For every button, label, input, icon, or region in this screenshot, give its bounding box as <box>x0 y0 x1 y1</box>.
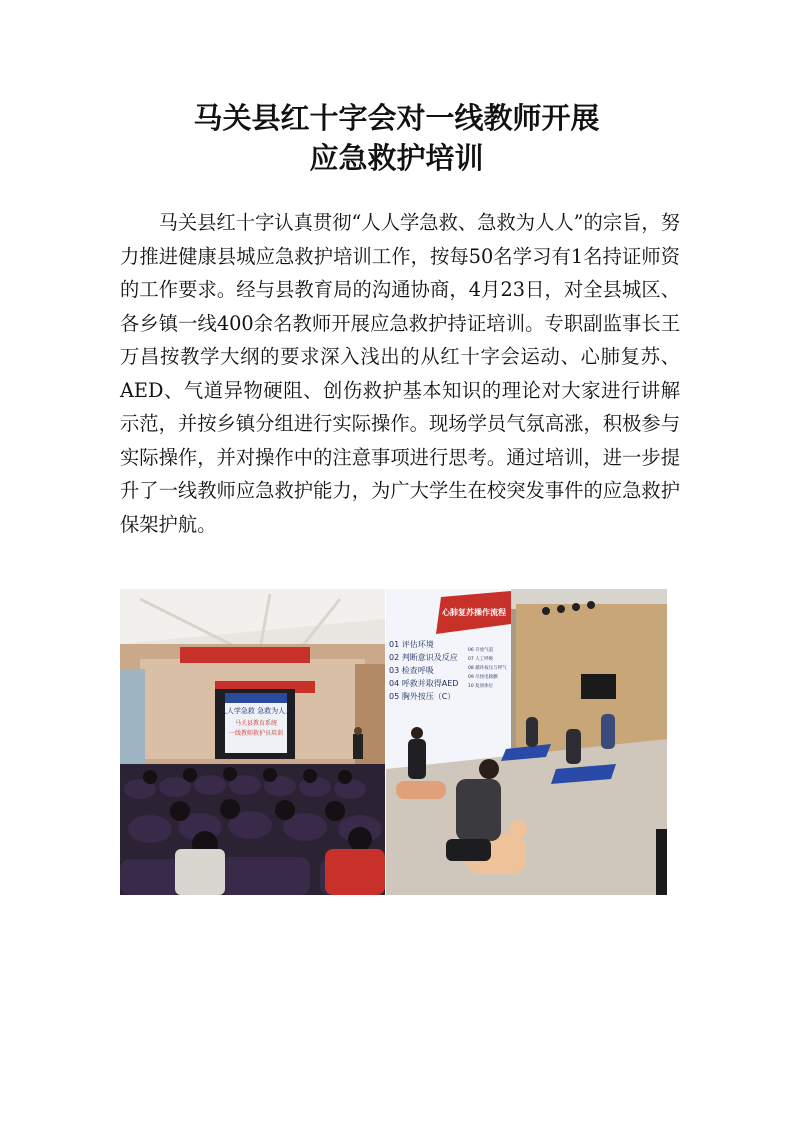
slide-step: 06 开放气道 <box>468 648 494 653</box>
slide-step: 08 循环按压与呼气 <box>468 666 507 671</box>
slide-step: 09 尽快电除颤 <box>468 675 498 680</box>
screen-text-1: 人人学急救 急救为人人 <box>219 707 293 715</box>
slide-title: 心肺复苏操作流程 <box>442 608 506 617</box>
photo-row <box>120 589 667 895</box>
auditorium-photo <box>120 589 385 895</box>
screen-text-2: 马关县教育系统 <box>234 720 278 727</box>
slide-step: 03 检查呼吸 <box>389 666 434 675</box>
slide-step: 10 复原体位 <box>468 684 494 689</box>
slide-step: 02 判断意识及反应 <box>389 653 458 662</box>
cpr-training-scene <box>386 589 667 895</box>
body-paragraph: 马关县红十字认真贯彻“人人学急救、急救为人人”的宗旨，努力推进健康县城应急救护培训工作，按每50名学习有1名持证师资的工作要求。经与县教育局的沟通协商，4月23日，对全县城区、各乡镇一线400余名教师开展应急救护持证培训。专职副监事长王万昌按教学大纲的要求深入浅出的从红十字会运动、心肺复苏、AED、气道异物硬阻、创伤救护基本知识的理论对大家进行讲解示范，并按乡镇分组进行实际操作。现场学员气氛高涨，积极参与实际操作，并对操作中的注意事项进行思考。通过培训，进一步提升了一线教师应急救护能力，为广大学生在校突发事件的应急救护保架护航。 <box>120 211 680 536</box>
cpr-training-photo <box>386 589 667 895</box>
slide-step: 05 胸外按压（C） <box>389 692 456 701</box>
auditorium-scene <box>120 589 385 895</box>
screen-text-3: 一线教师救护员培训 <box>228 730 284 737</box>
document-title <box>0 98 793 178</box>
title-line-1: 马关县红十字会对一线教师开展 <box>193 101 600 135</box>
slide-step: 07 人工呼吸 <box>468 657 494 662</box>
slide-step: 01 评估环境 <box>389 640 434 649</box>
title-line-2: 应急救护培训 <box>309 141 484 175</box>
slide-step: 04 呼救并取得AED <box>389 679 459 688</box>
